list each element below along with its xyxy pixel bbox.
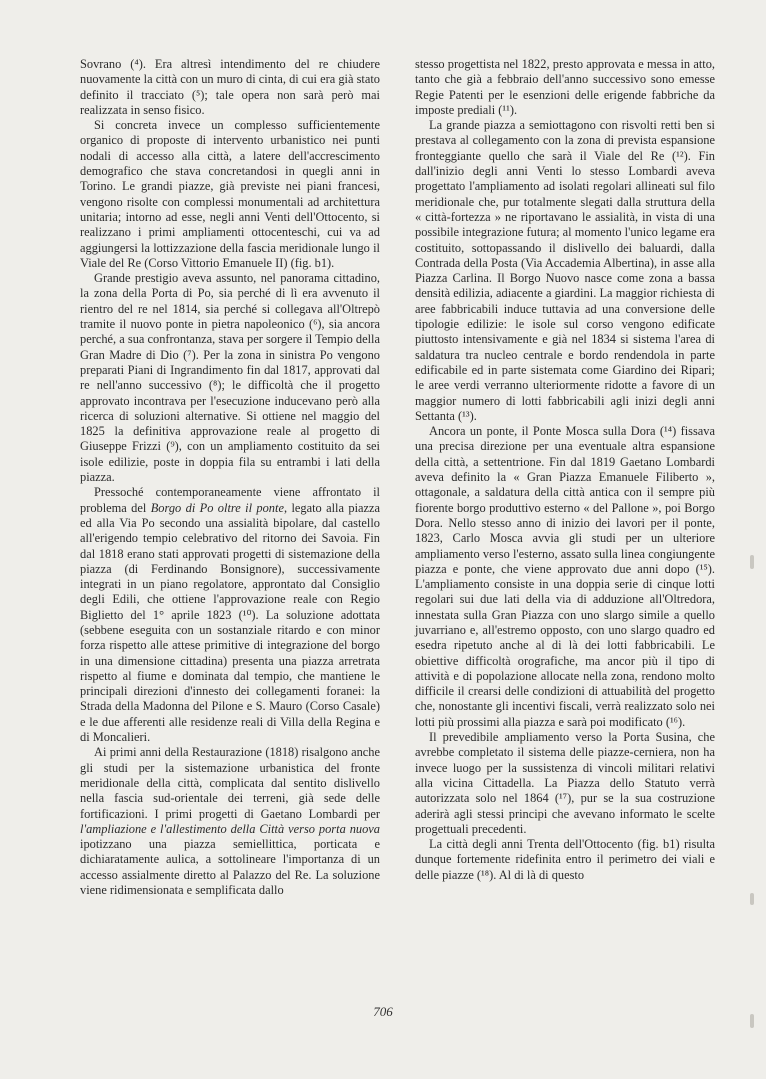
right-paragraph-5: La città degli anni Trenta dell'Ottocento (fig. b1) risulta dunque fortemente ridefinita entro il perimetro dei viali e delle piazze (¹⁸). Al di là di questo bbox=[415, 837, 715, 882]
left-paragraph-3: Grande prestigio aveva assunto, nel panorama cittadino, la zona della Porta di Po, sia perché di lì era avvenuto il rientro del re nel 1814, sia perché si collegava all'Oltrepò tramite il nuovo ponte in pietra napoleonico (⁶), sia ancora perché, a sua confrontanza, stava per sorgere il Tempio della Gran Madre di Dio (⁷). Per la zona in sinistra Po vengono preparati Piani di Ingrandimento fin dal 1817, approvati dal re nell'anno successivo (⁸); le difficoltà che il progetto approvato incontrava per l'esecuzione inducevano però alla ricerca di soluzioni alternative. Si ottiene nel maggio del 1825 la definitiva approvazione reale al progetto di Giuseppe Frizzi (⁹), con un ampliamento costituito da sei isole edilizie, poste in doppia fila su entrambi i lati della piazza. bbox=[80, 271, 380, 485]
right-paragraph-3: Ancora un ponte, il Ponte Mosca sulla Dora (¹⁴) fissava una precisa direzione per una eventuale altra espansione della città, a settentrione. Fin dal 1819 Gaetano Lombardi aveva definito la « Gran Piazza Emanuele Filiberto », ottagonale, a saldatura della città antica con il sempre più fiorente borgo produttivo esterno « del Pallone », poi Borgo Dora. Nello stesso anno di inizio dei lavori per il ponte, 1823, Carlo Mosca avvia gli studi per un ulteriore ampliamento verso l'esterno, assato sulla linea congiungente piazza e ponte, che viene approvato due anni dopo (¹⁵). L'ampliamento consiste in una doppia serie di cinque lotti regolari sui due lati della via di adduzione all'Oltredora, innestata sulla Gran Piazza con uno slargo simile a quello juvarriano e, all'estremo opposto, con uno slargo quadro ed esedra ripetuto anche al di là dei lotti fabbricabili. Le obiettive difficoltà orografiche, ma ancor più il tipo di attività e di popolazione allocate nella zona, rendono molto difficile il crearsi delle condizioni di attuabilità del progetto che, nonostante gli incentivi fiscali, verrà realizzato solo nei lotti più prossimi alla piazza e sarà poi modificato (¹⁶). bbox=[415, 424, 715, 729]
right-paragraph-4: Il prevedibile ampliamento verso la Porta Susina, che avrebbe completato il sistema delle piazze-cerniera, non ha invece luogo per la sussistenza di vincoli militari relativi alla vicina Cittadella. La Piazza dello Statuto verrà autorizzata solo nel 1864 (¹⁷), pur se la sua costruzione aderirà agli stessi principi che avevano informato le scelte progettuali precedenti. bbox=[415, 730, 715, 836]
right-column bbox=[415, 57, 715, 883]
left-column bbox=[80, 57, 380, 898]
margin-mark bbox=[750, 555, 754, 569]
left-paragraph-5: Ai primi anni della Restaurazione (1818) risalgono anche gli studi per la sistemazione urbanistica del fronte meridionale della città, complicata dal sentito dislivello nella fascia sud-orientale dei terreni, già sede delle fortificazioni. I primi progetti di Gaetano Lombardi per l'ampliazione e l'allestimento della Città verso porta nuova ipotizzano una piazza semiellittica, porticata e dichiaratamente aulica, a sottolineare l'importanza di un accesso assialmente diretto al Palazzo del Re. La soluzione viene ridimensionata e semplificata dallo bbox=[80, 745, 380, 898]
right-paragraph-1: stesso progettista nel 1822, presto approvata e messa in atto, tanto che già a febbraio dell'anno successivo sono emesse Regie Patenti per le esenzioni delle erigende fabbriche da imposte prediali (¹¹). bbox=[415, 57, 715, 117]
page-number: 706 bbox=[373, 1004, 393, 1019]
left-paragraph-4: Pressoché contemporaneamente viene affrontato il problema del Borgo di Po oltre il ponte, legato alla piazza ed alla Via Po secondo una assialità bipolare, dal castello all'erigendo tempio celebrativo del ritorno dei Savoia. Fin dal 1818 erano stati approvati progetti di sistemazione della piazza (di Ferdinando Bonsignore), successivamente integrati in un piano regolatore, approntato dal Consiglio degli Edili, che ottiene l'approvazione reale con Regio Biglietto del 1° aprile 1823 (¹⁰). La soluzione adottata (sebbene eseguita con un sostanziale ritardo e con minor forza rispetto alle attese primitive di integrazione del borgo in una dimensione cittadina) presenta una piazza arretrata rispetto al fiume e dominata dal tempio, che mantiene le principali direzioni d'innesto dei collegamenti foranei: la Strada della Madonna del Pilone e S. Mauro (Corso Casale) e le due afferenti alle residenze reali di Villa della Regina e di Moncalieri. bbox=[80, 485, 381, 745]
margin-mark bbox=[750, 1014, 754, 1028]
left-paragraph-1: Sovrano (⁴). Era altresì intendimento del re chiudere nuovamente la città con un muro di cinta, di cui era già stato definito il tracciato (⁵); tale opera non sarà però mai realizzata in senso fisico. bbox=[80, 57, 380, 117]
margin-mark bbox=[750, 893, 754, 905]
left-paragraph-2: Si concreta invece un complesso sufficientemente organico di proposte di intervento urbanistico nei punti nodali di accesso alla città, a latere dell'accrescimento demografico che stava concretandosi in quegli anni in Torino. Le grandi piazze, già previste nei piani francesi, vengono risolte con complessi monumentali ad architettura unitaria; intorno ad esse, negli anni Venti dell'Ottocento, si realizzano i primi ampliamenti ottocenteschi, cui va ad aggiungersi la lottizzazione della fascia meridionale lungo il Viale del Re (Corso Vittorio Emanuele II) (fig. b1). bbox=[80, 118, 380, 270]
right-paragraph-2: La grande piazza a semiottagono con risvolti retti ben si prestava al collegamento con la zona di prevista espansione fronteggiante quello che sarà il Viale del Re (¹²). Fin dall'inizio degli anni Venti lo stesso Lombardi aveva progettato l'ampliamento ad isolati regolari allineati sul filo meridionale che, pur totalmente slegati dalla struttura della « città-fortezza » ne riportavano le assialità, in vista di una possibile integrazione futura; al momento l'unico legame era costituito, sottopassando il dislivello dei baluardi, dalla Contrada della Posta (Via Accademia Albertina), in asse alla Piazza Carlina. Il Borgo Nuovo nasce come zona a bassa densità edilizia, adiacente a giardini. La maggior richiesta di aree fabbricabili induce tuttavia ad una conversione delle tipologie edilizie: le isole sul corso vengono edificate piuttosto intensivamente e già nel 1834 si sistema l'area di saldatura tra nucleo centrale e bordo rendendola in parte edificabile ed in parte sistemata come Giardino dei Ripari; le aree verdi verranno ulteriormente ridotte a favore di un maggior numero di lotti fabbricabili agli inizi degli anni Settanta (¹³). bbox=[415, 118, 715, 423]
